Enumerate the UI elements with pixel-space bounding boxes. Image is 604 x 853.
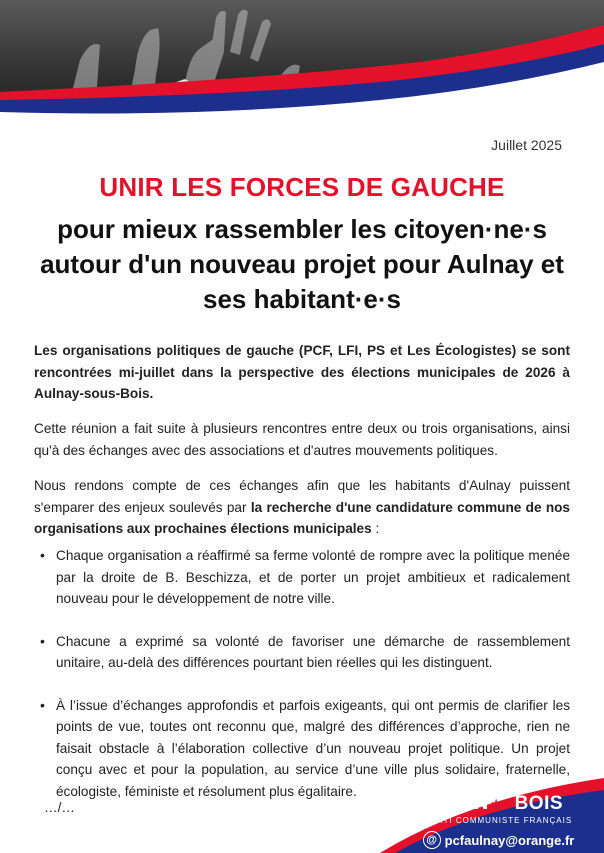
publication-date: Juillet 2025 [491,137,562,153]
star-icon: ☆✗ [490,797,513,811]
logo-text-left: AULN [433,793,489,814]
paragraph-report-end: : [371,521,380,536]
commitments-list [34,545,570,802]
pcf-aulnay-logo [411,793,586,849]
contact-email[interactable] [411,831,586,849]
list-item: • Chacune a exprimé sa volonté de favoriser une démarche de rassemblement unitaire, au-delà des différences pourtant bien réelles qui les distinguent. [34,631,570,674]
paragraph-report-bold: la recherche d'une candidature commune de nos organisations aux prochaines élections municipales [34,499,570,536]
email-text[interactable]: pcfaulnay@orange.fr [444,832,575,848]
list-item: • Chaque organisation a réaffirmé sa ferme volonté de rompre avec la politique menée par la droite de B. Beschizza, et de porter un projet ambitieux et radicalement nouveau pour le développement de notre ville. [34,545,570,610]
logo-subtitle: PARTI COMMUNISTE FRANÇAIS [424,816,573,825]
headline: UNIR LES FORCES DE GAUCHE [99,172,505,202]
paragraph-meetings: Cette réunion a fait suite à plusieurs rencontres entre deux ou trois organisations, ainsi qu'à des échanges avec des associations et d'autres mouvements politiques. [34,421,570,458]
logo-wordmark [411,793,586,815]
paragraph-report-start: Nous rendons compte de ces échanges afin que les habitants d'Aulnay puissent s'emparer des enjeux soulevés par [34,478,570,515]
header-photo [0,0,604,140]
continued-marker: …/… [44,800,75,815]
logo-text-right: BOIS [514,793,564,814]
list-item: • À l’issue d’échanges approfondis et parfois exigeants, qui ont permis de clarifier les points de vue, toutes ont reconnu que, malgré des différences d’approche, rien ne faisait obstacle à l’élaboration collective d’un nouveau projet politique. Un projet conçu avec et pour la population, au service d’une ville plus solidaire, fraternelle, écologiste, féministe et résolument plus égalitaire. [34,695,570,803]
intro-paragraph: Les organisations politiques de gauche (PCF, LFI, PS et Les Écologistes) se sont rencontrées mi-juillet dans la perspective des élections municipales de 2026 à Aulnay-sous-Bois. [34,343,570,401]
at-icon: @ [423,831,441,849]
paragraph-report [34,475,570,540]
subtitle: pour mieux rassembler les citoyen·ne·s autour d'un nouveau projet pour Aulnay et ses habitant·e·s [40,214,564,314]
raised-hands-photo [0,0,604,140]
